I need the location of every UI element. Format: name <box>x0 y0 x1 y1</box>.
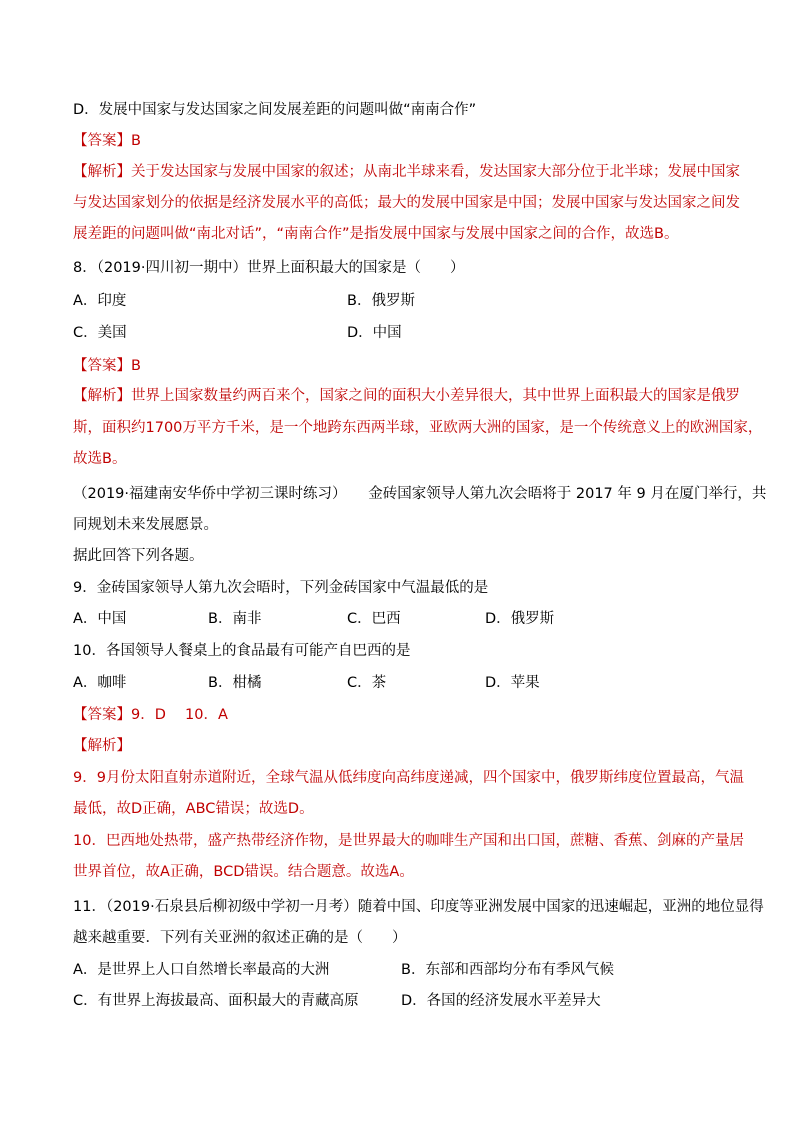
q8-analysis-line2: 斯，面积约1700万平方千米，是一个地跨东西两半球，亚欧两大洲的国家，是一个传统意义上的欧洲国家， <box>73 420 763 436</box>
q9-stem: 9．金砖国家领导人第九次会晤时，下列金砖国家中气温最低的是 <box>73 580 489 596</box>
q9-analysis-line2: 最低，故D正确，ABC错误；故选D。 <box>73 801 314 817</box>
q8-analysis-line3: 故选B。 <box>73 451 127 467</box>
q11-stem-line2: 越来越重要．下列有关亚洲的叙述正确的是（ ） <box>73 930 407 946</box>
q7-analysis-line2: 与发达国家划分的依据是经济发展水平的高低；最大的发展中国家是中国；发展中国家与发达国家之间发 <box>73 195 740 211</box>
q11-stem-line1: 11．（2019·石泉县后柳初级中学初一月考）随着中国、印度等亚洲发展中国家的迅速崛起，亚洲的地位显得 <box>73 899 764 915</box>
q8-option-b: B．俄罗斯 <box>347 293 415 309</box>
q8-option-c: C．美国 <box>73 325 127 341</box>
analysis-text: 世界上国家数量约两百来个，国家之间的面积大小差异很大，其中世界上面积最大的国家是俄罗 <box>131 388 740 404</box>
answer-tag: 【答案】 <box>73 707 131 723</box>
q9-option-b: B．南非 <box>208 611 262 627</box>
answer-value: 9．D 10．A <box>131 707 228 723</box>
q10-option-a: A．咖啡 <box>73 675 127 691</box>
q8-option-d: D．中国 <box>347 325 402 341</box>
material-line3: 据此回答下列各题。 <box>73 548 204 564</box>
q11-option-b: B．东部和西部均分布有季风气候 <box>401 962 614 978</box>
material-line2: 同规划未来发展愿景。 <box>73 517 218 533</box>
q8-analysis-line1 <box>73 386 740 406</box>
analysis-text: 关于发达国家与发展中国家的叙述；从南北半球来看，发达国家大部分位于北半球；发展中国家 <box>131 164 740 180</box>
answer-tag: 【答案】 <box>73 133 131 149</box>
q9-option-a: A．中国 <box>73 611 127 627</box>
q7-option-d: D．发展中国家与发达国家之间发展差距的问题叫做“南南合作” <box>73 102 477 118</box>
q9-analysis-line1: 9．9月份太阳直射赤道附近，全球气温从低纬度向高纬度递减，四个国家中，俄罗斯纬度位置最高，气温 <box>73 770 744 786</box>
q10-stem: 10．各国领导人餐桌上的食品最有可能产自巴西的是 <box>73 643 411 659</box>
q8-answer-line <box>73 356 141 376</box>
q7-analysis-line3: 展差距的问题叫做“南北对话”，“南南合作”是指发展中国家与发展中国家之间的合作，故选B。 <box>73 226 679 242</box>
q10-option-c: C．茶 <box>347 675 387 691</box>
answer-tag: 【答案】 <box>73 358 131 374</box>
q10-option-d: D．苹果 <box>485 675 540 691</box>
answer-value: B <box>131 133 141 149</box>
q7-answer-line <box>73 131 141 151</box>
q8-option-a: A．印度 <box>73 293 127 309</box>
q8-stem: 8．（2019·四川初一期中）世界上面积最大的国家是（ ） <box>73 260 465 276</box>
q11-option-c: C．有世界上海拔最高、面积最大的青藏高原 <box>73 993 359 1009</box>
q11-option-d: D．各国的经济发展水平差异大 <box>401 993 601 1009</box>
q7-analysis-line1 <box>73 162 740 182</box>
material-line1: （2019·福建南安华侨中学初三课时练习） 金砖国家领导人第九次会晤将于 2017 年 9 月在厦门举行，共 <box>73 486 767 502</box>
q11-option-a: A．是世界上人口自然增长率最高的大洲 <box>73 962 330 978</box>
q9-10-analysis-tag: 【解析】 <box>73 738 131 754</box>
analysis-tag: 【解析】 <box>73 164 131 180</box>
analysis-tag: 【解析】 <box>73 388 131 404</box>
q10-analysis-line2: 世界首位，故A正确，BCD错误。结合题意。故选A。 <box>73 864 414 880</box>
q9-option-c: C．巴西 <box>347 611 401 627</box>
answer-value: B <box>131 358 141 374</box>
q10-analysis-line1: 10．巴西地处热带，盛产热带经济作物，是世界最大的咖啡生产国和出口国，蔗糖、香蕉、剑麻的产量居 <box>73 833 744 849</box>
q9-option-d: D．俄罗斯 <box>485 611 555 627</box>
q9-10-answer-line <box>73 705 228 725</box>
q10-option-b: B．柑橘 <box>208 675 262 691</box>
